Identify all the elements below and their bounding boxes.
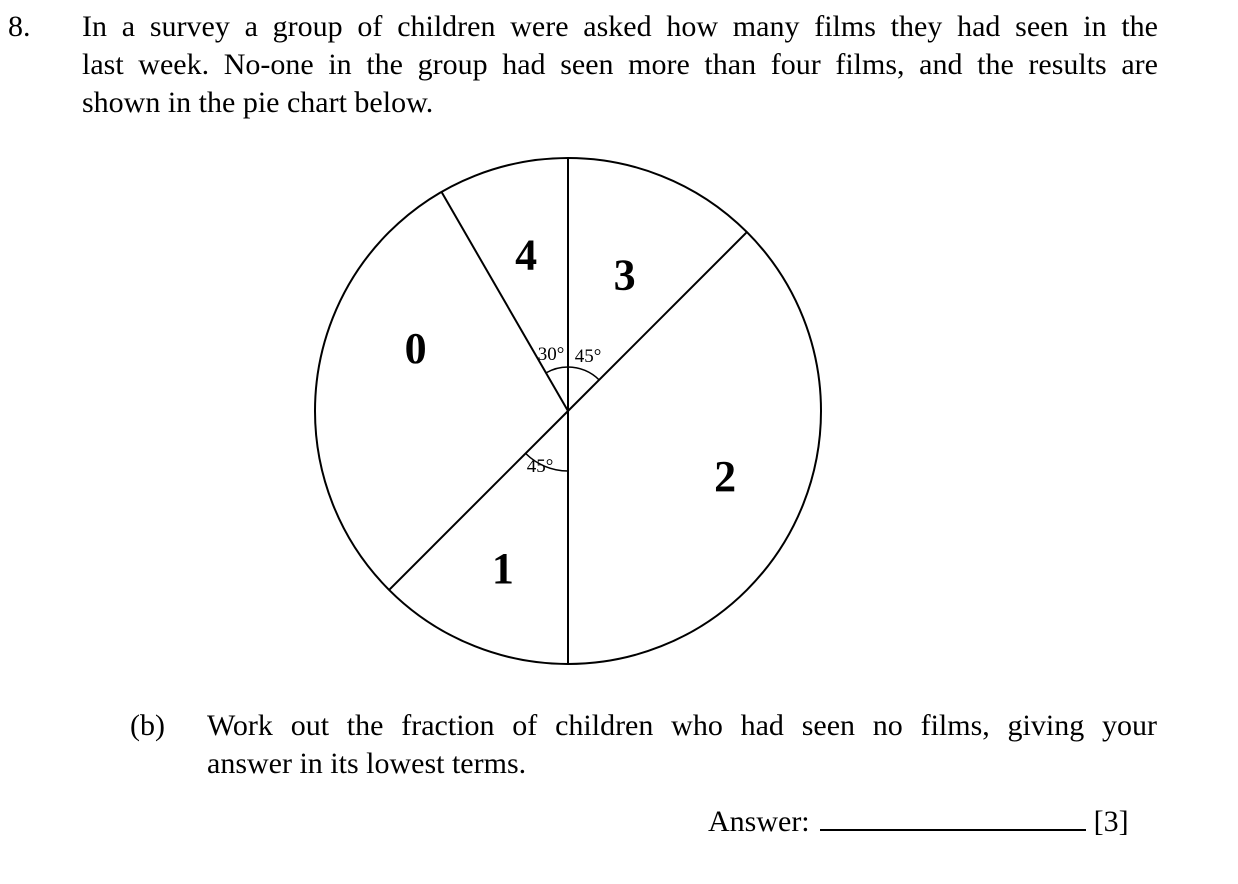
slice-label: 1 [491,544,514,594]
angle-label: 30° [537,344,565,365]
slice-label: 0 [404,323,427,373]
part-b-text [207,707,1157,783]
part-b-line: Work out the fraction of children who had seen no films, giving your [207,709,1157,742]
pie-radius-line [442,192,569,411]
question-number: 8. [8,10,31,43]
slice-labels [405,231,736,594]
angle-arc [568,367,599,380]
pie-radius-line [568,232,747,411]
answer-label: Answer: [708,805,810,838]
question-line: In a survey a group of children were asked how many films they had seen in the [82,10,1158,43]
answer-row [708,803,1129,841]
slice-label: 4 [515,230,538,280]
answer-blank[interactable] [820,803,1086,831]
slice-label: 2 [714,452,737,502]
part-label: (b) [130,709,165,742]
pie-radii [389,158,747,664]
pie-radius-line [389,411,568,590]
question-line: last week. No-one in the group had seen more than four films, and the results are [82,48,1158,81]
part-b-line: answer in its lowest terms. [207,747,527,780]
angle-labels [527,344,602,477]
angle-arc [546,367,568,373]
marks-label: [3] [1093,805,1129,838]
angle-label: 45° [526,456,554,477]
question-line: shown in the pie chart below. [82,86,434,119]
slice-label: 3 [613,250,636,300]
angle-label: 45° [574,346,602,367]
